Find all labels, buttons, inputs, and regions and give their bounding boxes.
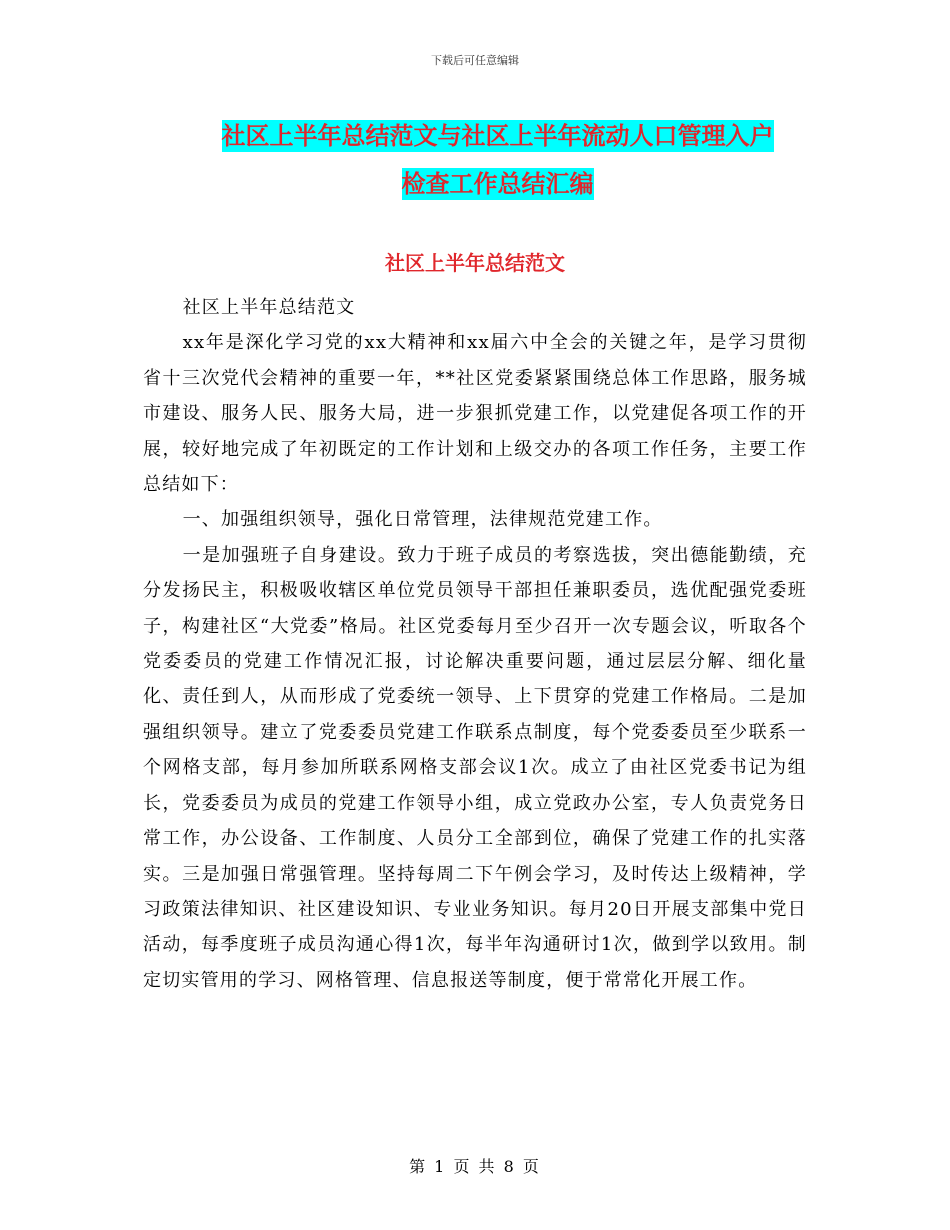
title-line-2: 检查工作总结汇编 [401,170,594,198]
paragraph: 社区上半年总结范文 [182,297,356,318]
section-title: 社区上半年总结范文 [385,251,565,275]
document-body [143,290,807,998]
paragraph: 一是加强班子自身建设。致力于班子成员的考察选拔，突出德能勤绩，充分发扬民主，积极吸收辖区单位党员领导干部担任兼职委员，选优配强党委班子，构建社区“大党委”格局。社区党委每月至少召开一次专题会议，听取各个党委委员的党建工作情况汇报，讨论解决重要问题，通过层层分解、细化量化、责任到人，从而形成了党委统一领导、上下贯穿的党建工作格局。二是加强组织领导。建立了党委委员党建工作联系点制度，每个党委委员至少联系一个网格支部，每月参加所联系网格支部会议1次。成立了由社区党委书记为组长，党委委员为成员的党建工作领导小组，成立党政办公室，专人负责党务日常工作，办公设备、工作制度、人员分工全部到位，确保了党建工作的扎实落实。三是加强日常强管理。坚持每周二下午例会学习，及时传达上级精神，学习政策法律知识、社区建设知识、专业业务知识。每月20日开展支部集中党日活动，每季度班子成员沟通心得1次，每半年沟通研讨1次，做到学以致用。制定切实管用的学习、网格管理、信息报送等制度，便于常常化开展工作。 [143,544,807,991]
document-title [130,112,865,208]
header-note: 下载后可任意编辑 [431,54,519,67]
title-line-1: 社区上半年总结范文与社区上半年流动人口管理入户 [221,122,774,150]
paragraph: 一、加强组织领导，强化日常管理，法律规范党建工作。 [182,509,663,531]
page-footer: 第 1 页 共 8 页 [409,1157,541,1176]
paragraph: xx年是深化学习党的xx大精神和xx届六中全会的关键之年，是学习贯彻省十三次党代会精神的重要一年，**社区党委紧紧围绕总体工作思路，服务城市建设、服务人民、服务大局，进一步狠抓党建工作，以党建促各项工作的开展，较好地完成了年初既定的工作计划和上级交办的各项工作任务，主要工作总结如下： [143,332,807,496]
